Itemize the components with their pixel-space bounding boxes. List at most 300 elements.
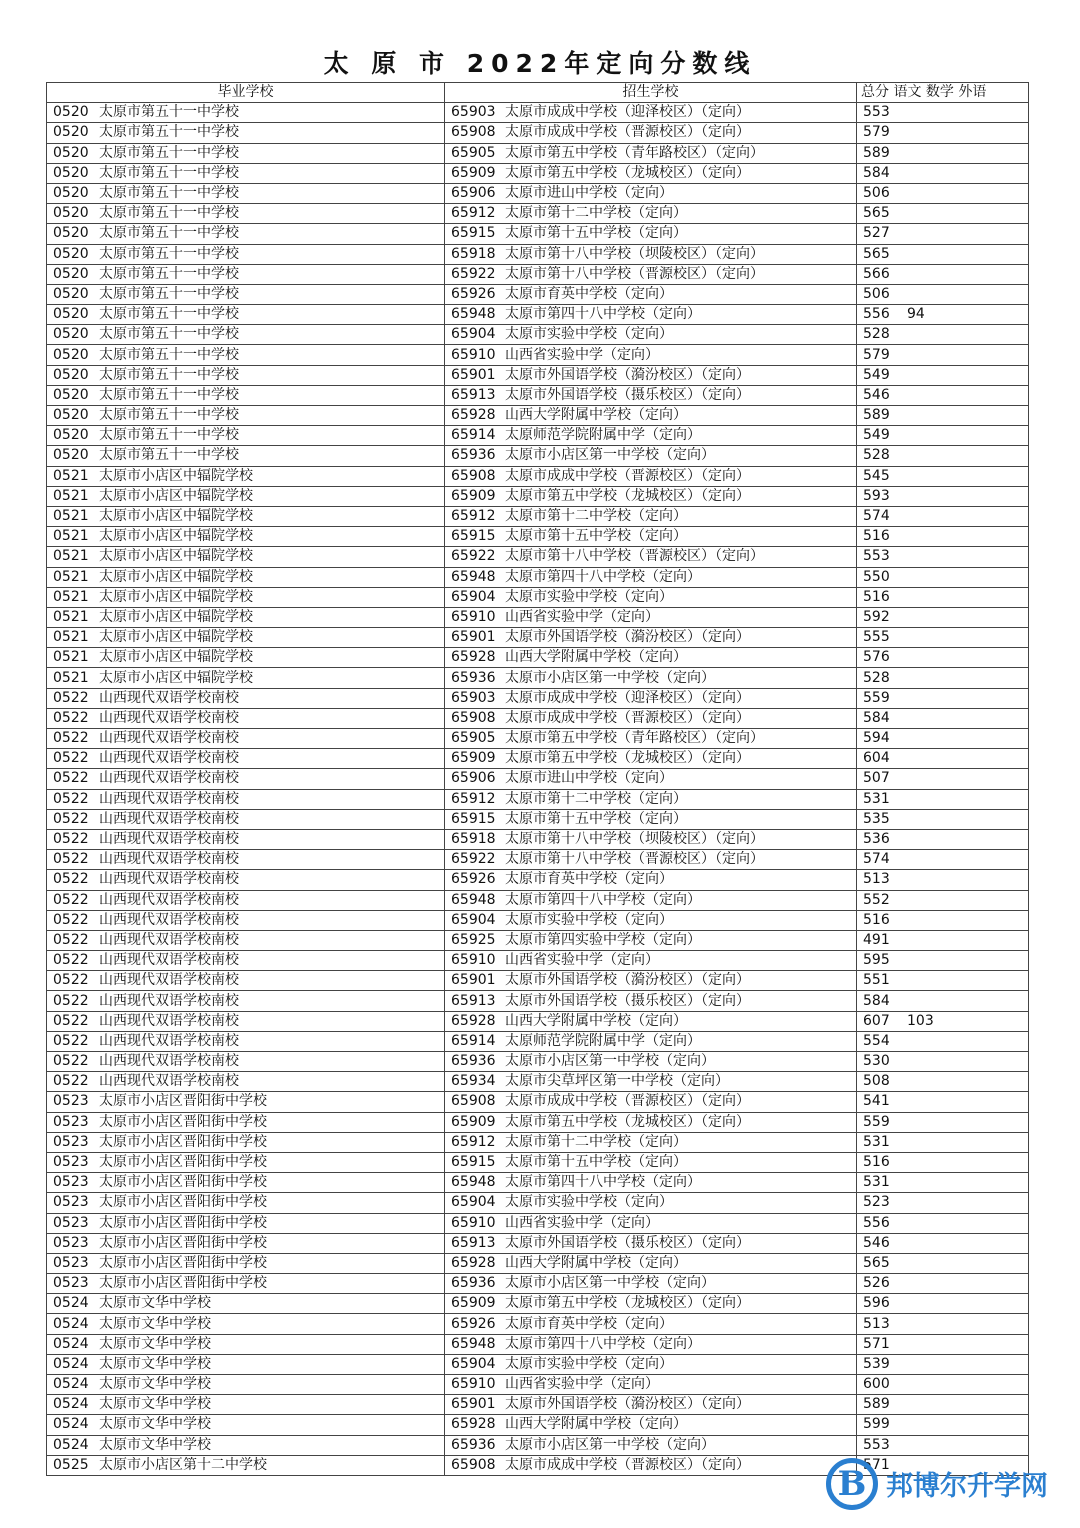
admit-name: 太原市第五中学校（龙城校区）（定向）	[505, 487, 750, 504]
admit-name: 太原市第五中学校（青年路校区）（定向）	[505, 144, 764, 161]
graduate-code: 0520	[53, 245, 89, 262]
admit-name: 太原市外国语学校（摄乐校区）（定向）	[505, 992, 750, 1009]
table-row	[47, 1334, 1029, 1354]
table-row	[47, 870, 1029, 890]
admit-name: 太原市实验中学校（定向）	[505, 1355, 673, 1372]
total-score: 607	[863, 1012, 890, 1029]
admit-code: 65904	[451, 326, 496, 343]
graduate-name: 太原市第五十一中学校	[99, 346, 239, 363]
graduate-code: 0522	[53, 790, 89, 807]
table-row	[47, 708, 1029, 728]
score-cell	[857, 951, 1029, 971]
total-score: 528	[863, 447, 890, 464]
graduate-name: 太原市小店区第十二中学校	[99, 1456, 267, 1473]
total-score: 550	[863, 568, 890, 585]
score-cell	[857, 406, 1029, 426]
total-score: 531	[863, 790, 890, 807]
admit-code: 65925	[451, 931, 496, 948]
admitting-school-cell	[445, 446, 857, 466]
total-score: 566	[863, 265, 890, 282]
graduate-name: 太原市小店区晋阳街中学校	[99, 1275, 267, 1292]
graduate-code: 0522	[53, 689, 89, 706]
total-score: 553	[863, 548, 890, 565]
admitting-school-cell	[445, 809, 857, 829]
admitting-school-cell	[445, 1274, 857, 1294]
admit-code: 65928	[451, 1254, 496, 1271]
graduate-school-cell	[47, 1294, 445, 1314]
graduate-school-cell	[47, 708, 445, 728]
admit-code: 65928	[451, 1012, 496, 1029]
admit-name: 太原市第十二中学校（定向）	[505, 1133, 687, 1150]
table-row	[47, 244, 1029, 264]
graduate-name: 太原市小店区晋阳街中学校	[99, 1174, 267, 1191]
graduate-code: 0523	[53, 1154, 89, 1171]
score-cell	[857, 930, 1029, 950]
admitting-school-cell	[445, 1334, 857, 1354]
table-row	[47, 567, 1029, 587]
admit-code: 65922	[451, 265, 496, 282]
total-score: 506	[863, 185, 890, 202]
table-row	[47, 506, 1029, 526]
admitting-school-cell	[445, 1354, 857, 1374]
table-row	[47, 930, 1029, 950]
admit-name: 太原市第十八中学校（晋源校区）（定向）	[505, 548, 764, 565]
total-score: 549	[863, 366, 890, 383]
graduate-code: 0522	[53, 750, 89, 767]
table-row	[47, 103, 1029, 123]
table-body	[47, 103, 1029, 1476]
graduate-school-cell	[47, 628, 445, 648]
graduate-code: 0524	[53, 1355, 89, 1372]
graduate-name: 山西现代双语学校南校	[99, 931, 239, 948]
admitting-school-cell	[445, 708, 857, 728]
score-cell	[857, 1395, 1029, 1415]
table-row	[47, 1092, 1029, 1112]
graduate-school-cell	[47, 1112, 445, 1132]
graduate-school-cell	[47, 1455, 445, 1475]
graduate-name: 山西现代双语学校南校	[99, 1053, 239, 1070]
graduate-name: 太原市第五十一中学校	[99, 124, 239, 141]
admit-code: 65928	[451, 1416, 496, 1433]
admit-name: 太原市第十八中学校（晋源校区）（定向）	[505, 851, 764, 868]
admitting-school-cell	[445, 688, 857, 708]
score-cell	[857, 1294, 1029, 1314]
graduate-school-cell	[47, 991, 445, 1011]
graduate-name: 太原市小店区中辐院学校	[99, 649, 253, 666]
graduate-school-cell	[47, 527, 445, 547]
admit-name: 山西大学附属中学校（定向）	[505, 1416, 687, 1433]
score-cell	[857, 506, 1029, 526]
graduate-school-cell	[47, 224, 445, 244]
table-row	[47, 123, 1029, 143]
admit-code: 65912	[451, 508, 496, 525]
admitting-school-cell	[445, 870, 857, 890]
graduate-code: 0522	[53, 871, 89, 888]
admit-code: 65914	[451, 427, 496, 444]
graduate-code: 0520	[53, 265, 89, 282]
admitting-school-cell	[445, 385, 857, 405]
total-score: 516	[863, 588, 890, 605]
admit-code: 65948	[451, 1335, 496, 1352]
graduate-code: 0520	[53, 386, 89, 403]
admitting-school-cell	[445, 345, 857, 365]
score-cell	[857, 1092, 1029, 1112]
graduate-code: 0520	[53, 407, 89, 424]
graduate-school-cell	[47, 607, 445, 627]
total-score: 523	[863, 1194, 890, 1211]
admitting-school-cell	[445, 547, 857, 567]
total-score: 531	[863, 1174, 890, 1191]
graduate-code: 0520	[53, 447, 89, 464]
score-cell	[857, 204, 1029, 224]
score-cell	[857, 1052, 1029, 1072]
admit-name: 太原市成成中学校（晋源校区）（定向）	[505, 1093, 750, 1110]
score-cell	[857, 708, 1029, 728]
score-cell	[857, 183, 1029, 203]
total-score: 491	[863, 931, 890, 948]
score-cell	[857, 103, 1029, 123]
graduate-school-cell	[47, 1314, 445, 1334]
admit-name: 太原市第四十八中学校（定向）	[505, 1174, 701, 1191]
score-cell	[857, 1112, 1029, 1132]
admitting-school-cell	[445, 951, 857, 971]
total-score: 595	[863, 952, 890, 969]
table-row	[47, 951, 1029, 971]
graduate-code: 0522	[53, 770, 89, 787]
admitting-school-cell	[445, 1375, 857, 1395]
graduate-code: 0522	[53, 730, 89, 747]
graduate-school-cell	[47, 809, 445, 829]
graduate-code: 0522	[53, 1012, 89, 1029]
admit-code: 65915	[451, 1154, 496, 1171]
admit-code: 65948	[451, 568, 496, 585]
admit-name: 太原市第四实验中学校（定向）	[505, 931, 701, 948]
total-score: 535	[863, 810, 890, 827]
admit-name: 太原市第十五中学校（定向）	[505, 225, 687, 242]
admit-name: 太原市进山中学校（定向）	[505, 770, 673, 787]
graduate-school-cell	[47, 1132, 445, 1152]
score-cell	[857, 163, 1029, 183]
admit-name: 太原市外国语学校（漪汾校区）（定向）	[505, 629, 750, 646]
graduate-code: 0523	[53, 1254, 89, 1271]
admit-code: 65915	[451, 225, 496, 242]
graduate-code: 0523	[53, 1093, 89, 1110]
graduate-school-cell	[47, 850, 445, 870]
table-row	[47, 910, 1029, 930]
admitting-school-cell	[445, 204, 857, 224]
admit-code: 65909	[451, 164, 496, 181]
admitting-school-cell	[445, 1435, 857, 1455]
graduate-code: 0523	[53, 1174, 89, 1191]
admitting-school-cell	[445, 183, 857, 203]
graduate-name: 太原市文华中学校	[99, 1355, 211, 1372]
admit-name: 太原市第五中学校（龙城校区）（定向）	[505, 750, 750, 767]
admit-name: 太原市外国语学校（漪汾校区）（定向）	[505, 366, 750, 383]
admit-name: 太原市育英中学校（定向）	[505, 871, 673, 888]
graduate-school-cell	[47, 1375, 445, 1395]
admit-name: 山西省实验中学（定向）	[505, 1214, 659, 1231]
graduate-school-cell	[47, 729, 445, 749]
admit-code: 65936	[451, 1436, 496, 1453]
admit-code: 65904	[451, 911, 496, 928]
table-row	[47, 729, 1029, 749]
graduate-name: 太原市第五十一中学校	[99, 144, 239, 161]
graduate-school-cell	[47, 486, 445, 506]
graduate-name: 太原市文华中学校	[99, 1376, 211, 1393]
admitting-school-cell	[445, 103, 857, 123]
graduate-name: 太原市第五十一中学校	[99, 306, 239, 323]
total-score: 559	[863, 689, 890, 706]
admit-name: 太原市育英中学校（定向）	[505, 285, 673, 302]
total-score: 531	[863, 1133, 890, 1150]
graduate-code: 0522	[53, 709, 89, 726]
admitting-school-cell	[445, 244, 857, 264]
table-row	[47, 587, 1029, 607]
admitting-school-cell	[445, 1415, 857, 1435]
admit-name: 太原市成成中学校（迎泽校区）（定向）	[505, 689, 750, 706]
score-cell	[857, 1375, 1029, 1395]
admitting-school-cell	[445, 648, 857, 668]
admit-name: 太原师范学院附属中学（定向）	[505, 1032, 701, 1049]
graduate-code: 0520	[53, 205, 89, 222]
admit-code: 65926	[451, 1315, 496, 1332]
graduate-name: 太原市小店区晋阳街中学校	[99, 1093, 267, 1110]
graduate-code: 0524	[53, 1315, 89, 1332]
total-score: 594	[863, 730, 890, 747]
admitting-school-cell	[445, 506, 857, 526]
graduate-name: 太原市小店区晋阳街中学校	[99, 1133, 267, 1150]
table-row	[47, 971, 1029, 991]
total-score: 576	[863, 649, 890, 666]
graduate-code: 0522	[53, 1053, 89, 1070]
admit-name: 山西省实验中学（定向）	[505, 952, 659, 969]
total-score: 556	[863, 1214, 890, 1231]
graduate-name: 太原市文华中学校	[99, 1436, 211, 1453]
score-cell	[857, 628, 1029, 648]
logo-text: 邦博尔升学网	[886, 1471, 1048, 1502]
score-cell	[857, 829, 1029, 849]
admitting-school-cell	[445, 305, 857, 325]
admit-code: 65914	[451, 1032, 496, 1049]
graduate-name: 太原市第五十一中学校	[99, 285, 239, 302]
graduate-name: 太原市小店区中辐院学校	[99, 629, 253, 646]
graduate-code: 0521	[53, 669, 89, 686]
total-score: 579	[863, 346, 890, 363]
admit-code: 65909	[451, 750, 496, 767]
admit-code: 65913	[451, 386, 496, 403]
total-score: 508	[863, 1073, 890, 1090]
score-cell	[857, 668, 1029, 688]
score-cell	[857, 264, 1029, 284]
graduate-name: 太原市文华中学校	[99, 1295, 211, 1312]
admit-code: 65906	[451, 770, 496, 787]
table-row	[47, 1112, 1029, 1132]
table-header-row	[47, 83, 1029, 103]
header-admitting-school: 招生学校	[445, 83, 857, 103]
admitting-school-cell	[445, 1152, 857, 1172]
table-row	[47, 1274, 1029, 1294]
graduate-name: 山西现代双语学校南校	[99, 730, 239, 747]
total-score: 565	[863, 1254, 890, 1271]
graduate-code: 0524	[53, 1396, 89, 1413]
admitting-school-cell	[445, 729, 857, 749]
graduate-school-cell	[47, 1233, 445, 1253]
admit-name: 太原市实验中学校（定向）	[505, 326, 673, 343]
admit-code: 65904	[451, 1194, 496, 1211]
total-score: 553	[863, 1436, 890, 1453]
score-cell	[857, 143, 1029, 163]
admitting-school-cell	[445, 527, 857, 547]
admit-code: 65912	[451, 205, 496, 222]
admit-code: 65901	[451, 1396, 496, 1413]
admit-name: 太原市第四十八中学校（定向）	[505, 891, 701, 908]
admit-code: 65936	[451, 669, 496, 686]
admitting-school-cell	[445, 1072, 857, 1092]
admit-code: 65905	[451, 730, 496, 747]
graduate-name: 太原市小店区晋阳街中学校	[99, 1154, 267, 1171]
graduate-code: 0522	[53, 891, 89, 908]
score-cell	[857, 870, 1029, 890]
score-cell	[857, 224, 1029, 244]
graduate-school-cell	[47, 143, 445, 163]
graduate-code: 0520	[53, 144, 89, 161]
score-table	[46, 82, 1029, 1476]
graduate-name: 太原市小店区晋阳街中学校	[99, 1254, 267, 1271]
graduate-code: 0522	[53, 1032, 89, 1049]
graduate-name: 太原市第五十一中学校	[99, 225, 239, 242]
graduate-code: 0523	[53, 1194, 89, 1211]
graduate-school-cell	[47, 971, 445, 991]
admit-code: 65910	[451, 1376, 496, 1393]
graduate-name: 太原市第五十一中学校	[99, 265, 239, 282]
admit-name: 太原市小店区第一中学校（定向）	[505, 1053, 715, 1070]
total-score: 513	[863, 1315, 890, 1332]
admit-code: 65948	[451, 306, 496, 323]
graduate-name: 山西现代双语学校南校	[99, 871, 239, 888]
admitting-school-cell	[445, 1173, 857, 1193]
admit-code: 65909	[451, 487, 496, 504]
admitting-school-cell	[445, 365, 857, 385]
total-score: 592	[863, 608, 890, 625]
graduate-code: 0522	[53, 1073, 89, 1090]
total-score: 539	[863, 1355, 890, 1372]
score-cell	[857, 1011, 1029, 1031]
score-cell	[857, 123, 1029, 143]
admitting-school-cell	[445, 284, 857, 304]
admit-name: 太原市第四十八中学校（定向）	[505, 568, 701, 585]
graduate-name: 太原市小店区晋阳街中学校	[99, 1214, 267, 1231]
total-score: 546	[863, 1234, 890, 1251]
admit-name: 太原市第四十八中学校（定向）	[505, 306, 701, 323]
graduate-name: 太原市小店区中辐院学校	[99, 548, 253, 565]
table-row	[47, 890, 1029, 910]
table-row	[47, 1253, 1029, 1273]
score-cell	[857, 890, 1029, 910]
graduate-name: 太原市第五十一中学校	[99, 164, 239, 181]
admit-code: 65936	[451, 1275, 496, 1292]
graduate-name: 太原市文华中学校	[99, 1335, 211, 1352]
total-score: 584	[863, 992, 890, 1009]
graduate-name: 太原市第五十一中学校	[99, 245, 239, 262]
admit-name: 太原市第十五中学校（定向）	[505, 1154, 687, 1171]
score-cell	[857, 305, 1029, 325]
total-score: 552	[863, 891, 890, 908]
graduate-code: 0520	[53, 124, 89, 141]
graduate-code: 0521	[53, 487, 89, 504]
score-cell	[857, 345, 1029, 365]
graduate-name: 太原市第五十一中学校	[99, 366, 239, 383]
graduate-school-cell	[47, 1435, 445, 1455]
graduate-code: 0520	[53, 285, 89, 302]
graduate-school-cell	[47, 183, 445, 203]
graduate-school-cell	[47, 567, 445, 587]
total-score: 551	[863, 972, 890, 989]
graduate-name: 太原市第五十一中学校	[99, 326, 239, 343]
graduate-school-cell	[47, 1011, 445, 1031]
graduate-code: 0522	[53, 992, 89, 1009]
graduate-name: 太原市小店区中辐院学校	[99, 467, 253, 484]
admitting-school-cell	[445, 1193, 857, 1213]
graduate-name: 太原市第五十一中学校	[99, 386, 239, 403]
graduate-code: 0522	[53, 831, 89, 848]
graduate-school-cell	[47, 930, 445, 950]
admit-code: 65901	[451, 366, 496, 383]
score-cell	[857, 1334, 1029, 1354]
score-cell	[857, 385, 1029, 405]
score-cell	[857, 1072, 1029, 1092]
total-score: 507	[863, 770, 890, 787]
admitting-school-cell	[445, 1253, 857, 1273]
graduate-name: 太原市小店区中辐院学校	[99, 528, 253, 545]
graduate-school-cell	[47, 426, 445, 446]
admitting-school-cell	[445, 829, 857, 849]
table-row	[47, 749, 1029, 769]
admit-name: 太原市第十八中学校（坝陵校区）（定向）	[505, 245, 764, 262]
table-row	[47, 325, 1029, 345]
admit-name: 太原市成成中学校（晋源校区）（定向）	[505, 124, 750, 141]
graduate-school-cell	[47, 1072, 445, 1092]
admitting-school-cell	[445, 264, 857, 284]
admitting-school-cell	[445, 1213, 857, 1233]
score-cell	[857, 1233, 1029, 1253]
score-cell	[857, 809, 1029, 829]
total-score: 559	[863, 1113, 890, 1130]
graduate-name: 山西现代双语学校南校	[99, 709, 239, 726]
table-row	[47, 1294, 1029, 1314]
table-row	[47, 406, 1029, 426]
admit-name: 太原市第五中学校（龙城校区）（定向）	[505, 1295, 750, 1312]
graduate-code: 0521	[53, 568, 89, 585]
admitting-school-cell	[445, 587, 857, 607]
graduate-code: 0520	[53, 326, 89, 343]
graduate-name: 太原市文华中学校	[99, 1315, 211, 1332]
admit-name: 太原市成成中学校（晋源校区）（定向）	[505, 709, 750, 726]
graduate-school-cell	[47, 1152, 445, 1172]
admit-code: 65909	[451, 1295, 496, 1312]
table-row	[47, 446, 1029, 466]
score-cell	[857, 547, 1029, 567]
admit-code: 65906	[451, 185, 496, 202]
admit-code: 65908	[451, 1456, 496, 1473]
graduate-code: 0521	[53, 508, 89, 525]
admit-code: 65948	[451, 891, 496, 908]
graduate-code: 0521	[53, 629, 89, 646]
total-score: 579	[863, 124, 890, 141]
header-scores: 总分 语文 数学 外语	[857, 83, 1029, 103]
score-cell	[857, 749, 1029, 769]
graduate-school-cell	[47, 1092, 445, 1112]
admit-name: 太原市第五中学校（龙城校区）（定向）	[505, 164, 750, 181]
